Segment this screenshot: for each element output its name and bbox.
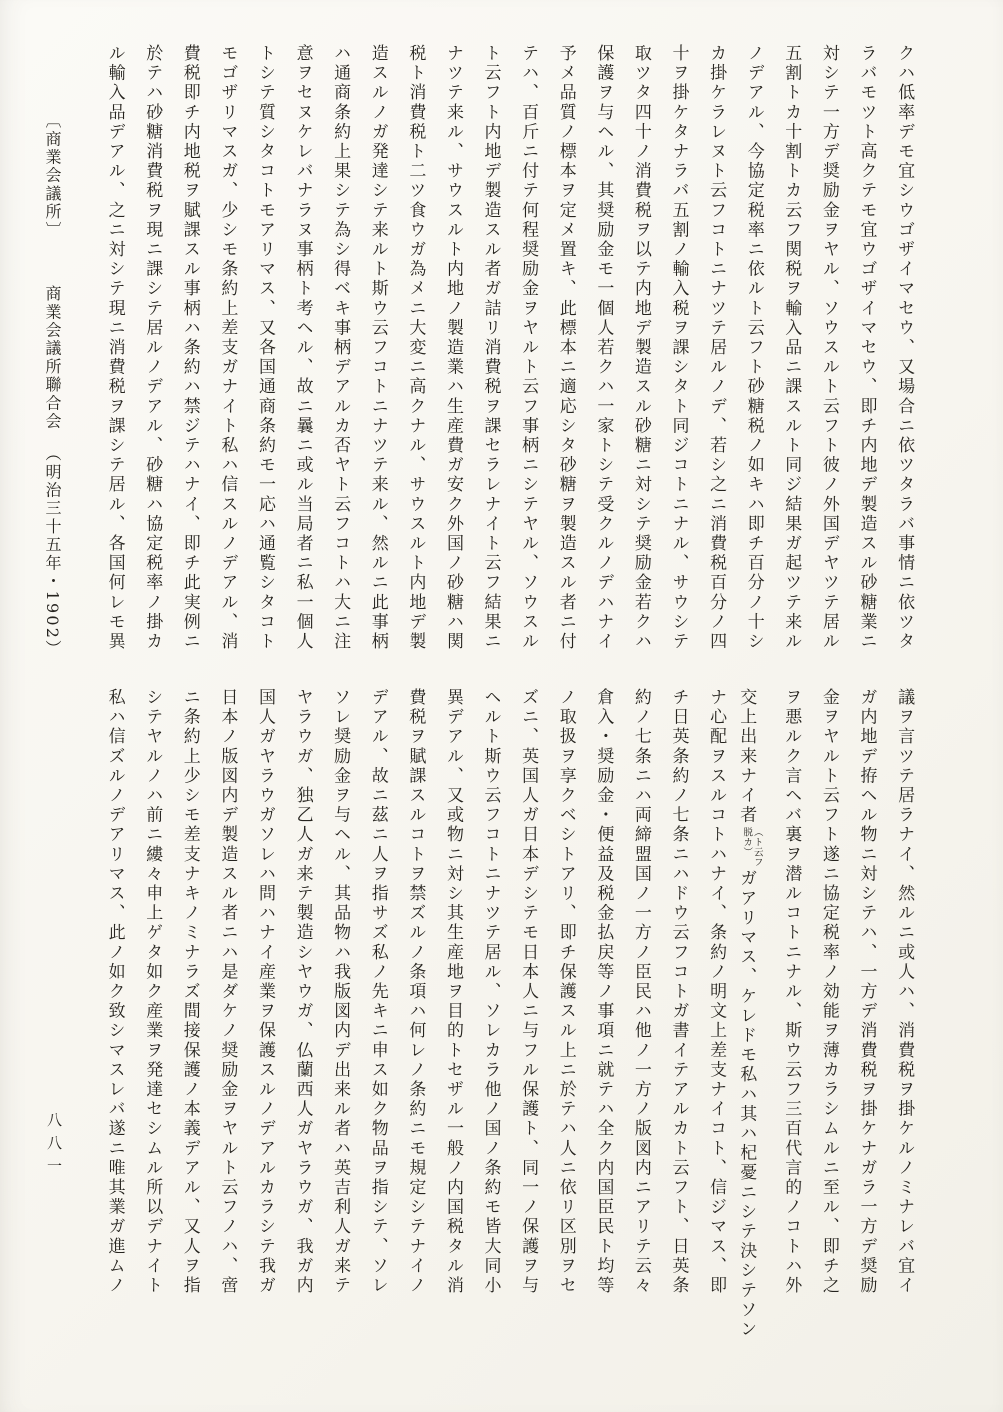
text-column: モゴザリマスガ、少シモ条約上差支ガナイト私ハ信スルノデアル、消 [217,44,238,652]
text-column: ナ心配ヲスルコトハナイ、条約ノ明文上差支ナイコト、信ジマス、即 [706,688,727,1296]
text-column: 日本ノ版図内デ製造スル者ニハ是ダケノ奨励金ヲヤルト云フノハ、啻 [217,688,238,1296]
text-column: ヤラウガ、独乙人ガ来テ製造シヤウガ、仏蘭西人ガヤラウガ、我ガ内 [292,688,313,1296]
text-column: クハ低率デモ宜シウゴザイマセウ、又場合ニ依ツタラバ事情ニ依ツタ [894,44,915,652]
text-column: 費税即チ内地税ヲ賦課スル事柄ハ条約ハ禁ジテハナイ、即チ此実例ニ [179,44,200,652]
text-column: 税ト消費税ト二ツ食ウガ為メニ大変ニ高クナル、サウスルト内地デ製 [405,44,426,652]
top-text-block [85,44,915,660]
text-column: トシテ質シタコトモアリマス、又各国通商条約モ一応ハ通覧シタコト [254,44,275,652]
organization-name: 商業会議所聯合会 [43,285,62,432]
text-column: 於テハ砂糖消費税ヲ現ニ課シテ居ルノデアル、砂糖ハ協定税率ノ掛カ [142,44,163,652]
bottom-text-block [85,688,915,1340]
text-column: 費税ヲ賦課スルコトヲ禁ズルノ条項ハ何レノ条約ニモ規定シテナイノ [405,688,426,1296]
text-column: 意ヲセヌケレバナラヌ事柄ト考ヘル、故ニ曩ニ或ル当局者ニ私一個人 [292,44,313,652]
text-column: ノデアル、今協定税率ニ依ルト云フト砂糖税ノ如キハ即チ百分ノ十シ [743,44,764,652]
text-column: 取ツタ四十ノ消費税ヲ以テ内地デ製造スル砂糖ニ対シテ奨励金若クハ [630,44,651,652]
text-column: ヘルト斯ウ云フコトニナツテ居ル、ソレカラ他ノ国ノ条約モ皆大同小 [480,688,501,1296]
text-column: 約ノ七条ニハ両締盟国ノ一方ノ臣民ハ他ノ一方ノ版図内ニアリテ云々 [630,688,651,1296]
text-column: ナツテ来ル、サウスルト内地ノ製造業ハ生産費ガ安ク外国ノ砂糖ハ関 [442,44,463,652]
text-column: 造スルノガ発達シテ来ルト斯ウ云フコトニナツテ来ル、然ルニ此事柄 [367,44,388,652]
text-column: 金ヲヤルト云フト遂ニ協定税率ノ効能ヲ薄カラシムルニ至ル、即チ之 [818,688,839,1296]
text-column: テハ、百斤ニ付テ何程奨励金ヲヤルト云フ事柄ニシテヤル、ソウスル [518,44,539,652]
text-column: ヲ悪ルク言ヘバ裏ヲ潜ルコトニナル、斯ウ云フ三百代言的ノコトハ外 [781,688,802,1296]
page-number: 八八一 [45,1112,63,1181]
text-column: デアル、故ニ茲ニ人ヲ指サズ私ノ先キニ申ス如ク物品ヲ指シテ、ソレ [367,688,388,1296]
text-column: 交上出来ナイ者（ト云フ 脱カ）ガアリマス、ケレドモ私ハ其ハ杞憂ニシテ決シテソン [736,688,763,1340]
text-column: ラバモツト高クテモ宜ウゴザイマセウ、即チ内地デ製造スル砂糖業ニ [856,44,877,652]
source-label: 〔商業会議所〕 [43,112,62,240]
text-column: 予メ品質ノ標本ヲ定メ置キ、此標本ニ適応シタ砂糖ヲ製造スル者ニ付 [555,44,576,652]
text-column: 私ハ信ズルノデアリマス、此ノ如ク致シマスレバ遂ニ唯其業ガ進ムノ [104,688,125,1296]
text-column: ガ内地デ拵ヘル物ニ対シテハ、一方デ消費税ヲ掛ケナガラ一方デ奨励 [856,688,877,1296]
text-column: ニ条約上少シモ差支ナキノミナラズ間接保護ノ本義デアル、又人ヲ指 [179,688,200,1296]
warichu-note: （ト云フ 脱カ） [741,827,763,868]
text-column: ル輸入品デアル、之ニ対シテ現ニ消費税ヲ課シテ居ル、各国何レモ異 [104,44,125,652]
publication-date: （明治三十五年・1902） [43,445,62,659]
text-column: 国人ガヤラウガソレハ問ハナイ産業ヲ保護スルノデアルカラシテ我ガ [254,688,275,1296]
text-column: シテヤルノハ前ニ縷々申上ゲタ如ク産業ヲ発達セシムル所以デナイト [142,688,163,1296]
text-column: 五割トカ十割トカ云フ関税ヲ輸入品ニ課スルト同ジ結果ガ起ツテ来ル [781,44,802,652]
text-column: 保護ヲ与ヘル、其奨励金モ一個人若クハ一家トシテ受クルノデハナイ [593,44,614,652]
text-column: 倉入・奨励金・便益及税金払戻等ノ事項ニ就テハ全ク内国臣民ト均等 [593,688,614,1296]
text-column: カ掛ケラレヌト云フコトニナツテ居ルノデ、若シ之ニ消費税百分ノ四 [706,44,727,652]
text-column: 対シテ一方デ奨励金ヲヤル、ソウスルト云フト彼ノ外国デヤツテ居ル [818,44,839,652]
text-column: ズニ、英国人ガ日本デシテモ日本人ニ与フル保護ト、同一ノ保護ヲ与 [518,688,539,1296]
text-column: 議ヲ言ツテ居ラナイ、然ルニ或人ハ、消費税ヲ掛ケルノミナレバ宜イ [894,688,915,1296]
text-column: ト云フト内地デ製造スル者ガ詰リ消費税ヲ課セラレナイト云フ結果ニ [480,44,501,652]
running-header [44,112,60,672]
text-column: チ日英条約ノ七条ニハドウ云フコトガ書イテアルカト云フト、日英条 [668,688,689,1296]
text-column: ノ取扱ヲ享クベシトアリ、即チ保護スル上ニ於テハ人ニ依リ区別ヲセ [555,688,576,1296]
text-column: 異デアル、又或物ニ対シ其生産地ヲ目的トセザル一般ノ内国税タル消 [442,688,463,1296]
text-column: 十ヲ掛ケタナラバ五割ノ輸入税ヲ課シタト同ジコトニナル、サウシテ [668,44,689,652]
text-column: ハ通商条約上果シテ為シ得ベキ事柄デアルカ否ヤト云フコトハ大ニ注 [330,44,351,652]
text-column: ソレ奨励金ヲ与ヘル、其品物ハ我版図内デ出来ル者ハ英吉利人ガ来テ [330,688,351,1296]
